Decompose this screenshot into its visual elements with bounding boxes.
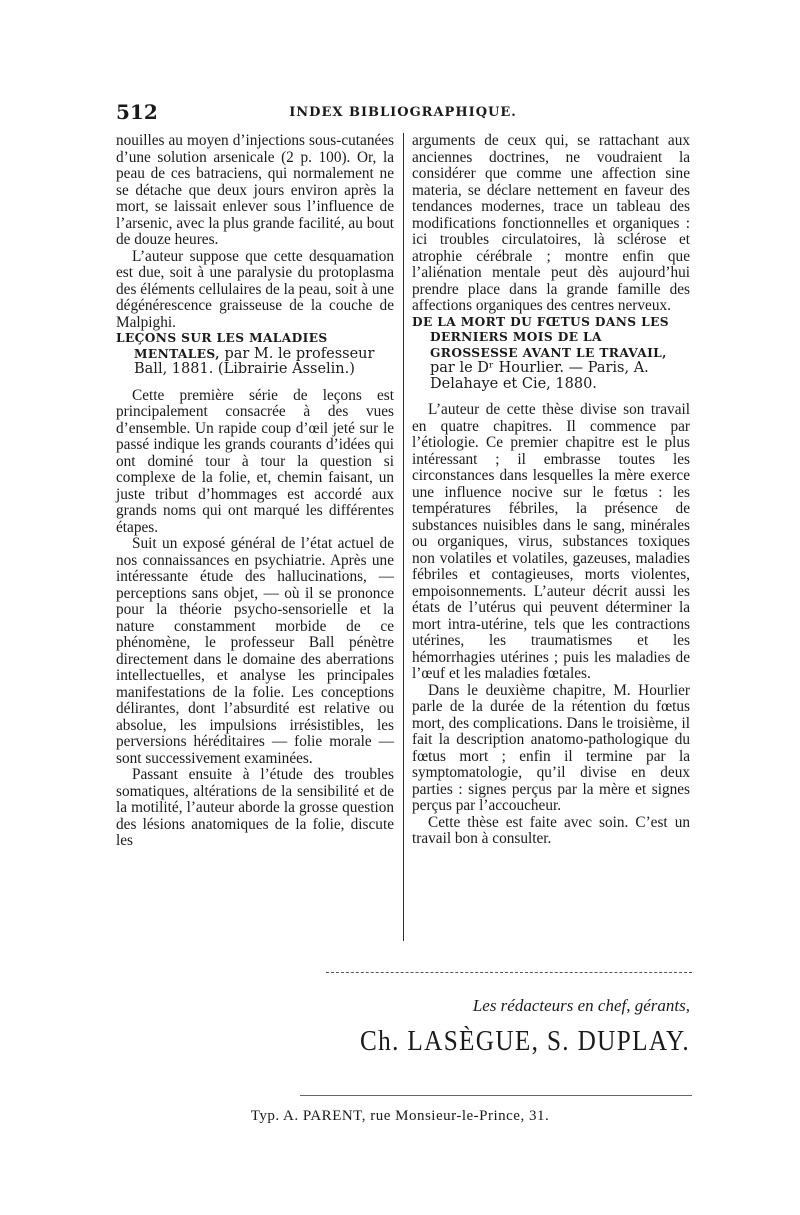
paragraph: nouilles au moyen d’injections sous-cutanées d’une solution arsenicale (2 p. 100). Or, la peau de ces batraciens, qui normalement ne se détache que deux jours environ après la mort, se laissait enlever sous l’influence de l’arsenic, avec la plus grande facilité, au bout de douze heures. bbox=[116, 132, 394, 248]
entry-title: DE LA MORT DU FŒTUS DANS LES DERNIERS MOIS DE LA GROSSESSE AVANT LE TRAVAIL, bbox=[412, 314, 669, 360]
page-header bbox=[116, 100, 690, 126]
page-number: 512 bbox=[116, 100, 158, 124]
paragraph: Passant ensuite à l’étude des troubles somatiques, altérations de la sensibilité et de la motilité, l’auteur aborde la grosse question des lésions anatomiques de la folie, discute les bbox=[116, 766, 394, 849]
paragraph: Cette première série de leçons est principalement consacrée à des vues d’ensemble. Un rapide coup d’œil jeté sur le passé indique les grands courants d’idées qui ont dominé tour à tour la question si complexe de la folie, et, chemin faisant, un juste tribut d’hommages est accordé aux grands noms qui ont marqué les différentes étapes. bbox=[116, 386, 394, 536]
paragraph: Suit un exposé général de l’état actuel de nos connaissances en psychiatrie. Après une intéressante étude des hallucinations, — perceptions sans objet, — où il se prononce pour la théorie psycho-sensorielle et la nature constamment morbide de ce phénomène, le professeur Ball pénètre directement dans le domaine des aberrations intellectuelles, et analyse les principales manifestations de la folie. Les conceptions délirantes, dont l’absurdité est relative ou absolue, les impulsions irrésistibles, les perversions héréditaires — folie morale — sont successivement examinées. bbox=[116, 535, 394, 767]
column-divider bbox=[403, 133, 404, 941]
left-column bbox=[116, 133, 394, 850]
two-column-body bbox=[116, 133, 690, 941]
printer-imprint: Typ. A. PARENT, rue Monsieur-le-Prince, 31. bbox=[250, 1108, 550, 1124]
entry-details: par le Dʳ Hourlier. — Paris, A. Delahaye et Cie, 1880. bbox=[430, 360, 649, 392]
paragraph: arguments de ceux qui, se rattachant aux anciennes doctrines, ne voudraient la considérer que comme une affection sine materia, se déclare nettement en faveur des tendances modernes, trace un tableau des modifications fonctionnelles et organiques : ici troubles circulatoires, là sclérose et atrophie cérébrale ; montre enfin que l’aliénation mentale peut dès aujourd’hui prendre place dans la grande famille des affections organiques des centres nerveux. bbox=[412, 132, 690, 314]
editors-signature-line: Les rédacteurs en chef, gérants, bbox=[472, 996, 690, 1015]
paragraph: L’auteur suppose que cette desquamation est due, soit à une paralysie du protoplasma des éléments cellulaires de la peau, soit à une dégénérescence graisseuse de la couche de Malpighi. bbox=[116, 247, 394, 331]
paragraph: L’auteur de cette thèse divise son travail en quatre chapitres. Il commence par l’étiologie. Ce premier chapitre est le plus intéressant ; il embrasse toutes les circonstances dans lesquelles la mère exerce une influence nocive sur le fœtus : les températures fébriles, la présence de substances nuisibles dans le sang, minérales ou organiques, virus, substances toxiques non volatiles et volatiles, gazeuses, maladies fébriles et contagieuses, morts violentes, empoisonnements. L’auteur décrit aussi les états de l’utérus qui peuvent déterminer la mort intra-utérine, tels que les contractions utérines, les traumatismes et les hémorrhagies utérines ; puis les maladies de l’œuf et les maladies fœtales. bbox=[412, 401, 690, 682]
bibliography-entry-heading bbox=[116, 331, 394, 378]
bibliography-entry-heading bbox=[412, 315, 690, 393]
entry-title: LEÇONS SUR LES MALADIES MENTALES, bbox=[116, 331, 328, 361]
paragraph: Dans le deuxième chapitre, M. Hourlier parle de la durée de la rétention du fœtus mort, des complications. Dans le troisième, il fait la description anatomo-pathologique du fœtus mort ; enfin il termine par la symptomatologie, qu’il divise en deux parties : signes perçus par la mère et signes perçus par l’accoucheur. bbox=[412, 681, 690, 814]
paragraph: Cette thèse est faite avec soin. C’est un travail bon à consulter. bbox=[412, 813, 690, 847]
running-title: INDEX BIBLIOGRAPHIQUE. bbox=[289, 105, 517, 120]
entry-details: par M. le professeur Ball, 1881. (Librairie Asselin.) bbox=[134, 345, 375, 377]
right-column bbox=[412, 133, 690, 848]
editors-names: Ch. LASÈGUE, S. DUPLAY. bbox=[359, 1026, 690, 1057]
section-separator bbox=[326, 972, 692, 973]
imprint-rule bbox=[300, 1095, 692, 1096]
